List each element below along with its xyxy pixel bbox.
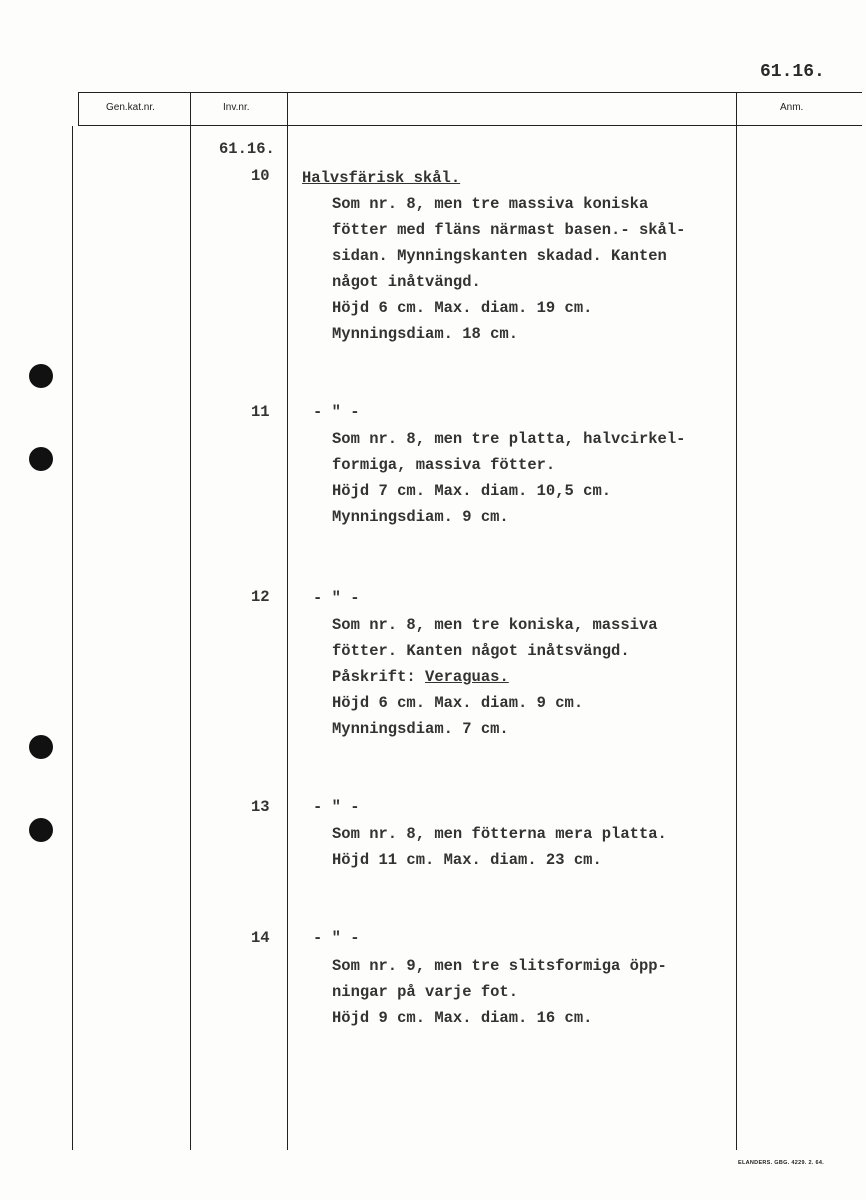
punch-hole-1 [29,364,53,388]
entry-line: ningar på varje fot. [332,983,519,1001]
entry-line: Som nr. 8, men fötterna mera platta. [332,825,667,843]
entry-line: Som nr. 8, men tre platta, halvcirkel- [332,430,686,448]
entry-number: 13 [251,798,270,816]
entry-line: Mynningsdiam. 9 cm. [332,508,509,526]
left-border [78,92,79,126]
entry-line: Höjd 11 cm. Max. diam. 23 cm. [332,851,602,869]
inscription-text: Veraguas. [425,668,509,686]
entry-title: - " - [313,589,360,607]
gen-kat-column-divider [190,92,191,1150]
entry-number: 14 [251,929,270,947]
inv-column-divider [287,92,288,1150]
entry-line: Som nr. 8, men tre massiva koniska [332,195,649,213]
punch-hole-3 [29,735,53,759]
entry-line: Höjd 9 cm. Max. diam. 16 cm. [332,1009,593,1027]
entry-title: - " - [313,403,360,421]
entry-number: 10 [251,167,270,185]
entry-number: 11 [251,403,270,421]
left-page-line [72,126,73,1150]
entry-line: Höjd 6 cm. Max. diam. 19 cm. [332,299,593,317]
entry-title: Halvsfärisk skål. [302,169,461,187]
entry-line: fötter med fläns närmast basen.- skål- [332,221,686,239]
punch-hole-2 [29,447,53,471]
header-top-rule [78,92,862,93]
catalog-prefix: 61.16. [219,140,275,158]
header-anm: Anm. [780,102,804,113]
header-bottom-rule [78,125,862,126]
entry-line: Som nr. 8, men tre koniska, massiva [332,616,658,634]
entry-line: sidan. Mynningskanten skadad. Kanten [332,247,667,265]
entry-line: något inåtvängd. [332,273,481,291]
page-number: 61.16. [760,62,825,82]
entry-line: fötter. Kanten något inåtsvängd. [332,642,630,660]
entry-number: 12 [251,588,270,606]
entry-line: formiga, massiva fötter. [332,456,556,474]
printer-mark: ELANDERS. GBG. 4229. 2. 64. [738,1160,825,1166]
inscription-line [332,668,509,686]
entry-line: Som nr. 9, men tre slitsformiga öpp- [332,957,667,975]
header-inv: Inv.nr. [223,102,250,113]
entry-title: - " - [313,929,360,947]
entry-line: Mynningsdiam. 18 cm. [332,325,519,343]
entry-line: Höjd 7 cm. Max. diam. 10,5 cm. [332,482,612,500]
entry-line: Höjd 6 cm. Max. diam. 9 cm. [332,694,584,712]
anm-column-divider [736,92,737,1150]
entry-title: - " - [313,798,360,816]
header-gen-kat: Gen.kat.nr. [106,102,155,113]
entry-line: Mynningsdiam. 7 cm. [332,720,509,738]
punch-hole-4 [29,818,53,842]
inscription-label: Påskrift: [332,668,416,686]
